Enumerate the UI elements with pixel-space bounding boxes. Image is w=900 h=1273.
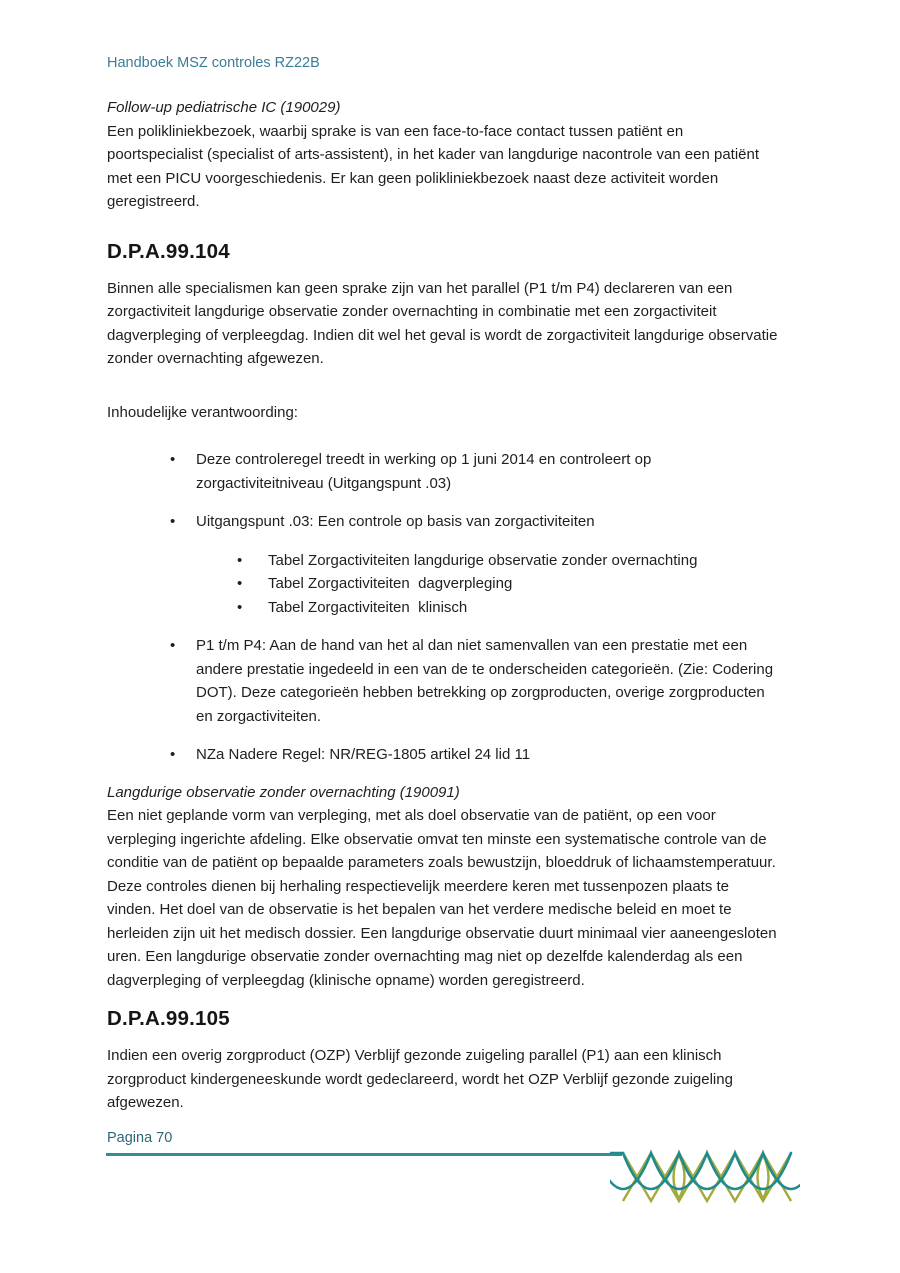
sub-bullet-item xyxy=(107,549,779,573)
bullet-text: Tabel Zorgactiviteiten klinisch xyxy=(268,598,468,616)
bullet-text: P1 t/m P4: Aan de hand van het al dan niet samenvallen van een prestatie met een andere prestatie ingedeeld in een van de te onderscheiden categorieën. (Zie: Codering DOT). Deze categorieën hebben betrekking op zorgproducten, overige zorgproducten en zorgactiviteiten. xyxy=(196,637,778,725)
bullet-item xyxy=(107,634,779,728)
paragraph-dpa-105: Indien een overig zorgproduct (OZP) Verblijf gezonde zuigeling parallel (P1) aan een klinisch zorgproduct kindergeneeskunde wordt gedeclareerd, wordt het OZP Verblijf gezonde zuigeling afgewezen. xyxy=(107,1047,733,1111)
paragraph-dpa-104: Binnen alle specialismen kan geen sprake zijn van het parallel (P1 t/m P4) declareren van een zorgactiviteit langdurige observatie zonder overnachting in combinatie met een zorgactiviteit dagverpleging of verpleegdag. Indien dit wel het geval is wordt de zorgactiviteit langdurige observatie zonder overnachting afgewezen. xyxy=(107,279,778,367)
paragraph-followup: Een polikliniekbezoek, waarbij sprake is van een face-to-face contact tussen patiënt en poortspecialist (specialist of arts-assistent), in het kader van langdurige nacontrole van een patiënt met een PICU voorgeschiedenis. Er kan geen polikliniekbezoek naast deze activiteit worden geregistreerd. xyxy=(107,122,760,210)
bullet-icon: • xyxy=(237,575,243,592)
bullet-icon: • xyxy=(170,451,176,468)
organization-logo-icon xyxy=(610,1149,800,1207)
bullet-text: Deze controleregel treedt in werking op 1 juni 2014 en controleert op zorgactiviteitniveau (Uitgangspunt .03) xyxy=(196,451,656,492)
activity-title-observatie: Langdurige observatie zonder overnachting (190091) xyxy=(107,783,460,801)
heading-dpa-99-105: D.P.A.99.105 xyxy=(107,1007,230,1030)
bullet-icon: • xyxy=(170,637,176,654)
bullet-text: NZa Nadere Regel: NR/REG-1805 artikel 24 lid 11 xyxy=(196,746,531,763)
bullet-icon: • xyxy=(170,513,176,530)
sub-bullet-item xyxy=(107,596,779,620)
justification-label: Inhoudelijke verantwoording: xyxy=(107,403,298,421)
footer-rule xyxy=(106,1153,622,1156)
bullet-item xyxy=(107,743,779,767)
bullet-text: Tabel Zorgactiviteiten dagverpleging xyxy=(268,575,513,592)
document-content xyxy=(107,54,779,1115)
running-header: Handboek MSZ controles RZ22B xyxy=(107,55,320,71)
bullet-icon: • xyxy=(237,598,243,616)
bullet-text: Uitgangspunt .03: Een controle op basis van zorgactiviteiten xyxy=(196,513,595,530)
bullet-icon: • xyxy=(170,746,176,763)
bullet-item xyxy=(107,510,779,534)
activity-title-followup: Follow-up pediatrische IC (190029) xyxy=(107,99,341,116)
bullet-item xyxy=(107,448,779,495)
page-number: Pagina 70 xyxy=(107,1130,173,1146)
logo-teal-waves xyxy=(610,1153,800,1189)
bullet-text: Tabel Zorgactiviteiten langdurige observatie zonder overnachting xyxy=(268,551,698,569)
paragraph-observatie: Een niet geplande vorm van verpleging, met als doel observatie van de patiënt, op een voor verpleging ingerichte afdeling. Elke observatie omvat ten minste een systematische controle van de conditie van de patiënt op bepaalde parameters zoals bewustzijn, bloeddruk of lichaamstemperatuur. Deze controles dienen bij herhaling respectievelijk meerdere keren met tussenpozen plaats te vinden. Het doel van de observatie is het bepalen van het verdere medische beleid en moet te herleiden zijn uit het medisch dossier. Een langdurige observatie duurt minimaal vier aaneengesloten uren. Een langdurige observatie zonder overnachting mag niet op dezelfde kalenderdag als een dagverpleging of verpleegdag (klinische opname) worden geregistreerd. xyxy=(107,807,777,989)
heading-dpa-99-104: D.P.A.99.104 xyxy=(107,239,230,263)
bullet-icon: • xyxy=(237,551,243,569)
sub-bullet-item xyxy=(107,572,779,596)
